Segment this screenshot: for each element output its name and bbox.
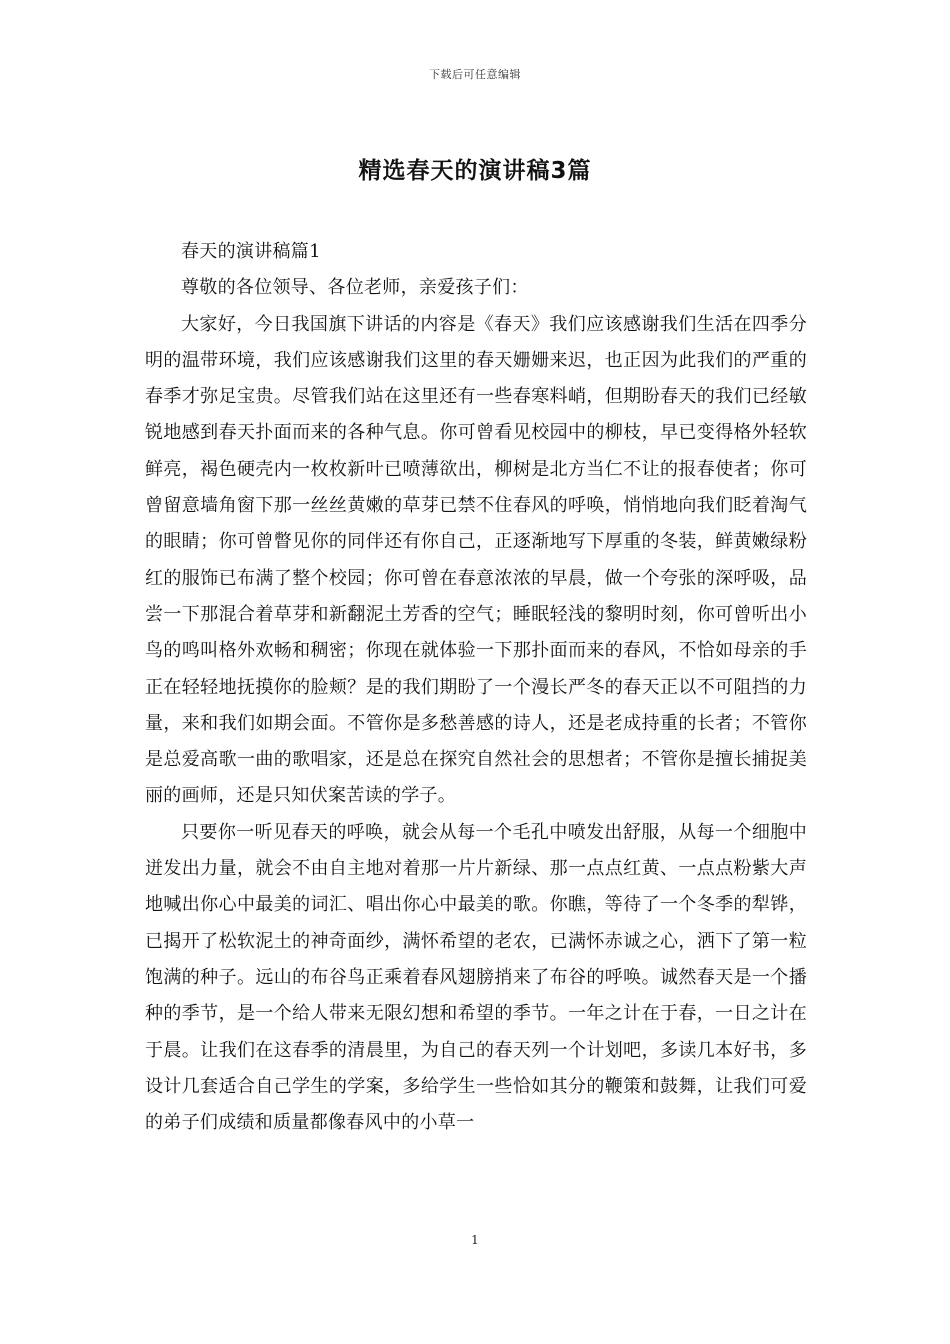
header-note: 下载后可任意编辑 (429, 68, 521, 81)
document-body (145, 234, 807, 1141)
body-paragraph: 大家好，今日我国旗下讲话的内容是《春天》我们应该感谢我们生活在四季分明的温带环境，我们应该感谢我们这里的春天姗姗来迟，也正因为此我们的严重的春季才弥足宝贵。尽管我们站在这里还有一些春寒料峭，但期盼春天的我们已经敏锐地感到春天扑面而来的各种气息。你可曾看见校园中的柳枝，早已变得格外轻软鲜亮，褐色硬壳内一枚枚新叶已喷薄欲出，柳树是北方当仁不让的报春使者；你可曾留意墙角窗下那一丝丝黄嫩的草芽已禁不住春风的呼唤，悄悄地向我们眨着淘气的眼睛；你可曾瞥见你的同伴还有你自己，正逐渐地写下厚重的冬装，鲜黄嫩绿粉红的服饰已布满了整个校园；你可曾在春意浓浓的早晨，做一个夸张的深呼吸，品尝一下那混合着草芽和新翻泥土芳香的空气；睡眠轻浅的黎明时刻，你可曾听出小鸟的鸣叫格外欢畅和稠密；你现在就体验一下那扑面而来的春风，不恰如母亲的手正在轻轻地抚摸你的脸颊？是的我们期盼了一个漫长严冬的春天正以不可阻挡的力量，来和我们如期会面。不管你是多愁善感的诗人，还是老成持重的长者；不管你是总爱高歌一曲的歌唱家，还是总在探究自然社会的思想者；不管你是擅长捕捉美丽的画师，还是只知伏案苦读的学子。 (145, 313, 807, 807)
page-number: 1 (471, 1233, 479, 1247)
salutation: 尊敬的各位领导、各位老师，亲爱孩子们： (181, 277, 529, 299)
section-heading: 春天的演讲稿篇1 (181, 241, 321, 262)
body-paragraph: 只要你一听见春天的呼唤，就会从每一个毛孔中喷发出舒服，从每一个细胞中迸发出力量，就会不由自主地对着那一片片新绿、那一点点红黄、一点点粉紫大声地喊出你心中最美的词汇、唱出你心中最美的歌。你瞧，等待了一个冬季的犁铧，已揭开了松软泥土的神奇面纱，满怀希望的老农，已满怀赤诚之心，洒下了第一粒饱满的种子。远山的布谷鸟正乘着春风翅膀捎来了布谷的呼唤。诚然春天是一个播种的季节，是一个给人带来无限幻想和希望的季节。一年之计在于春，一日之计在于晨。让我们在这春季的清晨里，为自己的春天列一个计划吧，多读几本好书，多设计几套适合自己学生的学案，多给学生一些恰如其分的鞭策和鼓舞，让我们可爱的弟子们成绩和质量都像春风中的小草一 (145, 821, 807, 1134)
document-title: 精选春天的演讲稿3篇 (358, 158, 592, 184)
